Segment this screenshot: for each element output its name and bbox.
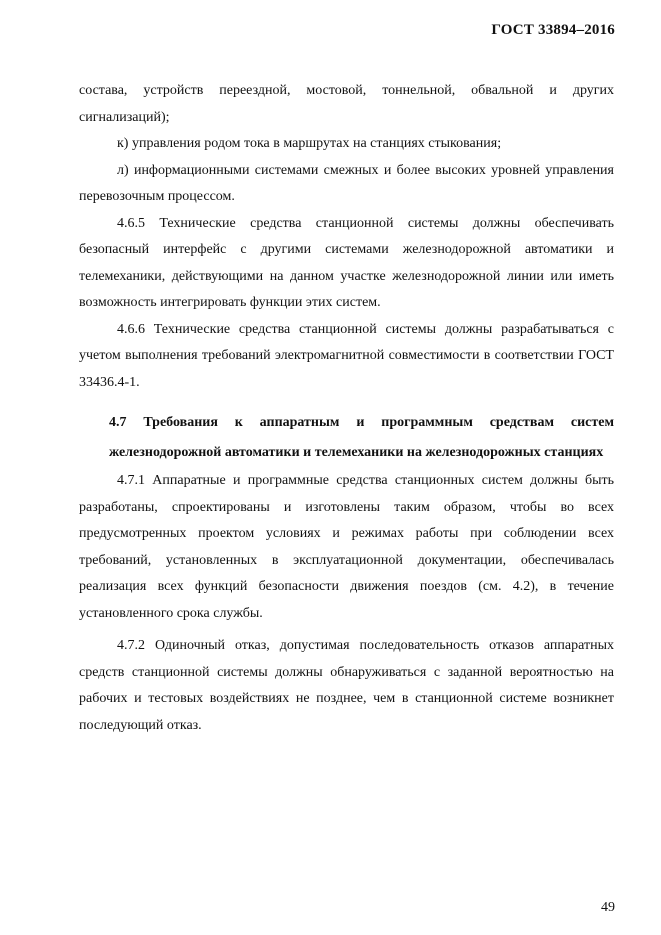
clause-4-7-1: 4.7.1 Аппаратные и программные средства станционных систем должны быть разработаны, спроектированы и изготовлены таким образом, чтобы во всех предусмотренных проектом условиях и режимах работы при соблюдении всех требований, установленных в эксплуатационной документации, обеспечивалась реализация всех функций безопасности движения поездов (см. 4.2), в течение установленного срока службы. <box>79 473 614 621</box>
clause-4-6-6: 4.6.6 Технические средства станционной системы должны разрабатываться с учетом выполнения требований электромагнитной совместимости в соответствии ГОСТ 33436.4-1. <box>79 321 614 390</box>
page-number: 49 <box>601 900 615 915</box>
list-item-k: к) управления родом тока в маршрутах на станциях стыкования; <box>117 136 502 151</box>
page-body <box>79 78 614 739</box>
clause-4-7-2: 4.7.2 Одиночный отказ, допустимая последовательность отказов аппаратных средств станционной системы должны обнаруживаться с заданной вероятностью на рабочих и тестовых воздействиях не позднее, чем в станционной системе возникнет последующий отказ. <box>79 638 614 733</box>
document-code-header: ГОСТ 33894–2016 <box>491 22 615 38</box>
section-heading-4-7: 4.7 Требования к аппаратным и программным средствам систем железнодорожной автоматики и телемеханики на железнодорожных станциях <box>109 415 614 460</box>
paragraph-continuation: состава, устройств переездной, мостовой, тоннельной, обвальной и других сигнализаций); <box>79 83 614 125</box>
list-item-l: л) информационными системами смежных и более высоких уровней управления перевозочным процессом. <box>79 162 614 204</box>
clause-4-6-5: 4.6.5 Технические средства станционной системы должны обеспечивать безопасный интерфейс с другими системами железнодорожной автоматики и телемеханики, действующими на данном участке железнодорожной линии или иметь возможность интегрировать функции этих систем. <box>79 215 614 310</box>
